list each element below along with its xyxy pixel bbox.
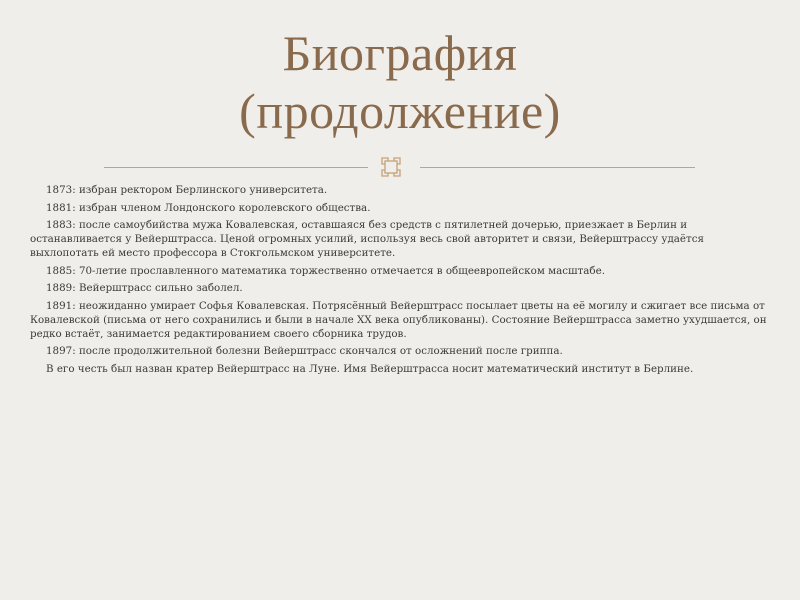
ornament-icon <box>380 156 402 178</box>
title-divider-right <box>420 167 695 168</box>
slide-title-line-1: Биография <box>282 25 518 81</box>
paragraph-1891: 1891: неожиданно умирает Софья Ковалевская. Потрясённый Вейерштрасс посылает цветы на её могилу и сжигает все письма от Ковалевской (письма от него сохранились и были в начале XX века опубликованы). Состояние Вейерштрасса заметно ухудшается, он редко встаёт, занимается редактированием своего сборника трудов. <box>30 299 767 340</box>
slide-title-line-2: (продолжение) <box>239 83 561 139</box>
paragraph-1883: 1883: после самоубийства мужа Ковалевская, оставшаяся без средств с пятилетней дочерью, приезжает в Берлин и останавливается у Вейерштрасса. Ценой огромных усилий, используя весь свой авторитет и связи, Вейерштрассу удаётся выхлопотать ей место профессора в Стокгольмском университете. <box>30 219 704 259</box>
title-divider-left <box>104 167 368 168</box>
slide-title <box>150 24 650 140</box>
paragraph-legacy: В его честь был назван кратер Вейерштрасс на Луне. Имя Вейерштрасса носит математический институт в Берлине. <box>46 362 694 375</box>
paragraph-1873: 1873: избран ректором Берлинского университета. <box>46 184 328 196</box>
paragraph-1889: 1889: Вейерштрасс сильно заболел. <box>46 282 243 294</box>
paragraph-1881: 1881: избран членом Лондонского королевского общества. <box>46 201 371 214</box>
slide-body-text <box>30 183 772 379</box>
paragraph-1885: 1885: 70-летие прославленного математика торжественно отмечается в общеевропейском масштабе. <box>46 264 605 277</box>
paragraph-1897: 1897: после продолжительной болезни Вейерштрасс скончался от осложнений после гриппа. <box>46 345 563 357</box>
